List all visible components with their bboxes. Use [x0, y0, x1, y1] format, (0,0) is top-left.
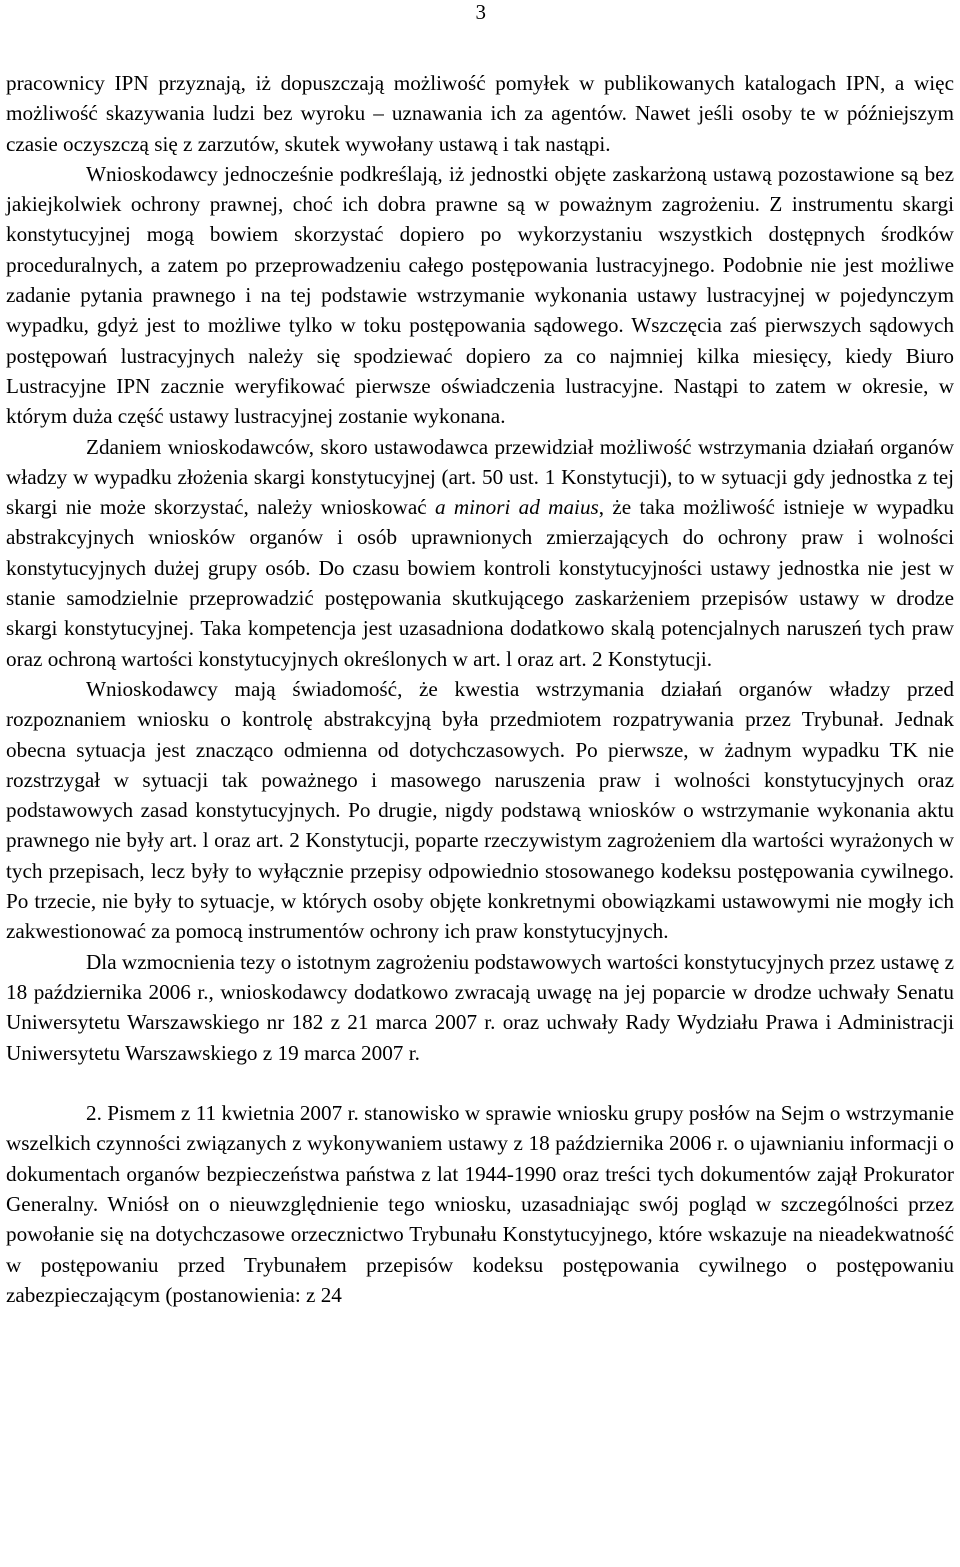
- paragraph-1: pracownicy IPN przyznają, iż dopuszczają możliwość pomyłek w publikowanych katalogach IPN, a więc możliwość skazywania ludzi bez wyroku – uznawania ich za agentów. Nawet jeśli osoby te w późniejszym czasie oczyszczą się z zarzutów, skutek wywołany ustawą i tak nastąpi.: [6, 71, 954, 156]
- section-2-paragraph: 2. Pismem z 11 kwietnia 2007 r. stanowisko w sprawie wniosku grupy posłów na Sejm o wstrzymanie wszelkich czynności związanych z wykonywaniem ustawy z 18 października 2006 r. o ujawnianiu informacji o dokumentach organów bezpieczeństwa państwa z lat 1944-1990 oraz treści tych dokumentów zajął Prokurator Generalny. Wniósł on o nieuwzględnienie tego wniosku, uzasadniając swój pogląd w szczególności przez powołanie się na dotychczasowe orzecznictwo Trybunału Konstytucyjnego, które wskazuje na nieadekwatność w postępowaniu przed Trybunałem przepisów kodeksu postępowania cywilnego o postępowaniu zabezpieczającym (postanowienia: z 24: [6, 1101, 954, 1307]
- paragraph-5: Dla wzmocnienia tezy o istotnym zagrożeniu podstawowych wartości konstytucyjnych przez ustawę z 18 października 2006 r., wnioskodawcy dodatkowo zwracają uwagę na jej poparcie w drodze uchwały Senatu Uniwersytetu Warszawskiego nr 182 z 21 marca 2007 r. oraz uchwały Rady Wydziału Prawa i Administracji Uniwersytetu Warszawskiego z 19 marca 2007 r.: [6, 949, 954, 1065]
- paragraph-2: Wnioskodawcy jednocześnie podkreślają, iż jednostki objęte zaskarżoną ustawą pozostawione są bez jakiejkolwiek ochrony prawnej, choć ich dobra prawne są w poważnym zagrożeniu. Z instrumentu skargi konstytucyjnej mogą bowiem skorzystać dopiero po wykorzystaniu wszystkich dostępnych środków proceduralnych, a zatem po przeprowadzeniu całego postępowania lustracyjnego. Podobnie nie jest możliwe zadanie pytania prawnego i na tej podstawie wstrzymanie wykonania ustawy lustracyjnej w pojedynczym wypadku, gdyż jest to możliwe tylko w toku postępowania sądowego. Wszczęcia zaś pierwszych sądowych postępowań lustracyjnych należy się spodziewać dopiero za co najmniej kilka miesięcy, kiedy Biuro Lustracyjne IPN zacznie weryfikować pierwsze oświadczenia lustracyjne. Nastąpi to zatem w okresie, w którym duża część ustawy lustracyjnej zostanie wykonana.: [6, 161, 954, 429]
- paragraph-3-text-before: Zdaniem wnioskodawców, skoro ustawodawca przewidział możliwość wstrzymania działań organów władzy w wypadku złożenia skargi konstytucyjnej (art. 50 ust. 1 Konstytucji), to w sytuacji gdy jednostka z tej skargi nie może skorzystać, należy wnioskować: [6, 434, 954, 520]
- paragraph-4: Wnioskodawcy mają świadomość, że kwestia wstrzymania działań organów władzy przed rozpoznaniem wniosku o kontrolę abstrakcyjną była przedmiotem rozpatrywania przez Trybunał. Jednak obecna sytuacja jest znacząco odmienna od dotychczasowych. Po pierwsze, w żadnym wypadku TK nie rozstrzygał w sytuacji tak poważnego i masowego naruszenia praw i wolności konstytucyjnych oraz podstawowych zasad konstytucyjnych. Po drugie, nigdy podstawą wniosków o wstrzymanie wykonania aktu prawnego nie były art. l oraz art. 2 Konstytucji, poparte rzeczywistym zagrożeniem dla wartości wyrażonych w tych przepisach, lecz były to wyłącznie przepisy odpowiednio stosowanego kodeksu postępowania cywilnego. Po trzecie, nie były to sytuacje, w których osoby objęte konkretnymi obowiązkami ustawowymi nie mogły ich zakwestionować za pomocą instrumentów ochrony ich praw konstytucyjnych.: [6, 676, 954, 944]
- latin-phrase: a minori ad maius: [434, 495, 599, 520]
- page-number: 3: [475, 0, 486, 24]
- paragraph-3: [6, 432, 954, 674]
- paragraph-3-text-after: , że taka możliwość istnieje w wypadku abstrakcyjnych wniosków organów i osób uprawnionych zmierzających do ochrony praw i wolności konstytucyjnych dużej grupy osób. Do czasu bowiem kontroli konstytucyjności ustawy jednostka nie jest w stanie samodzielnie przeprowadzić postępowania skutkującego zaskarżeniem przepisów ustawy w drodze skargi konstytucyjnej. Taka kompetencja jest uzasadniona dodatkowo skalą potencjalnych naruszeń tych praw oraz ochroną wartości konstytucyjnych określonych w art. l oraz art. 2 Konstytucji.: [6, 495, 955, 671]
- document-body: [6, 68, 954, 1310]
